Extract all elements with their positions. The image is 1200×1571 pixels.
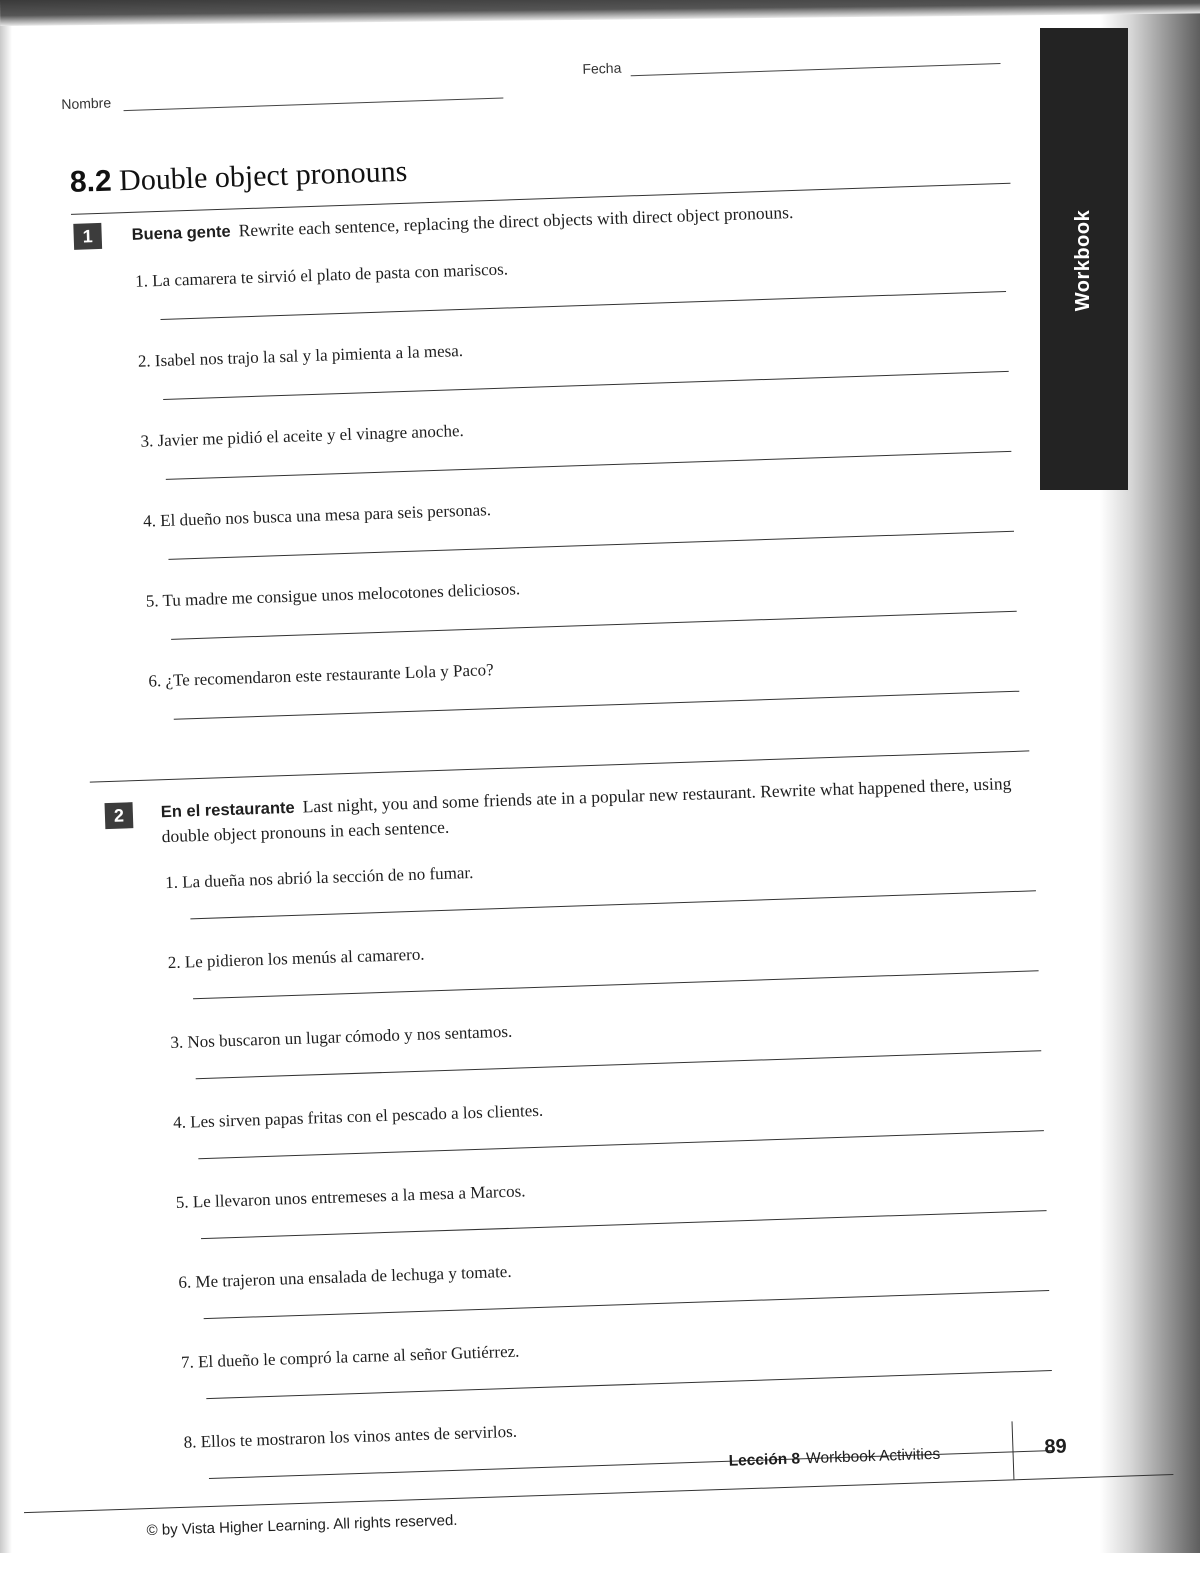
activity-1-item-1: 1. La camarera te sirvió el plato de pasta con mariscos.	[134, 259, 509, 291]
nombre-label: Nombre	[61, 94, 112, 113]
fecha-line[interactable]	[631, 63, 1001, 76]
activity-2-instructions	[160, 770, 1041, 848]
activity-2-badge: 2	[105, 802, 134, 829]
activity-1-badge: 1	[73, 223, 102, 250]
activity-2-instructions-text: Last night, you and some friends ate in a popular new restaurant. Rewrite what happened there, using double object pronouns in each sentence.	[161, 773, 1012, 847]
fecha-label: Fecha	[582, 59, 622, 77]
activity-2-item-5: 5. Le llevaron unos entremeses a la mesa a Marcos.	[175, 1181, 526, 1212]
activity-2-answer-line-7[interactable]	[206, 1370, 1052, 1399]
nombre-line[interactable]	[124, 98, 504, 112]
activity-2-answer-line-6[interactable]	[204, 1290, 1050, 1319]
lesson-section: Workbook Activities	[805, 1445, 941, 1468]
activity-2-answer-line-3[interactable]	[196, 1050, 1042, 1079]
activity-1-answer-line-6[interactable]	[174, 691, 1020, 720]
activity-2-item-3: 3. Nos buscaron un lugar cómodo y nos sentamos.	[170, 1021, 513, 1053]
activity-1-answer-line-2[interactable]	[163, 371, 1009, 400]
footer-rule	[24, 1474, 1173, 1513]
activity-2-item-7: 7. El dueño le compró la carne al señor Gutiérrez.	[180, 1341, 520, 1372]
workbook-side-tab-label: Workbook	[1072, 209, 1095, 311]
copyright-notice: © by Vista Higher Learning. All rights reserved.	[146, 1511, 458, 1540]
activity-2-item-4: 4. Les sirven papas fritas con el pescado a los clientes.	[172, 1100, 544, 1133]
activity-2-answer-line-5[interactable]	[201, 1210, 1047, 1239]
page-title	[69, 155, 407, 200]
section-number: 8.2	[69, 164, 113, 199]
activity-1-item-5: 5. Tu madre me consigue unos melocotones deliciosos.	[145, 579, 521, 611]
page-number: 89	[1044, 1435, 1067, 1459]
activity-2-answer-line-2[interactable]	[193, 970, 1039, 999]
activity-2-answer-line-1[interactable]	[190, 890, 1036, 919]
activity-2-answer-line-4[interactable]	[198, 1130, 1044, 1159]
activity-1-answer-line-4[interactable]	[168, 531, 1014, 560]
lesson-label	[728, 1446, 940, 1471]
lesson-number: Lección 8	[728, 1450, 801, 1470]
activity-1-item-4: 4. El dueño nos busca una mesa para seis personas.	[142, 500, 492, 531]
activity-2-item-1: 1. La dueña nos abrió la sección de no fumar.	[164, 862, 474, 893]
section-title: Double object pronouns	[118, 154, 408, 198]
activity-1-answer-line-5[interactable]	[171, 611, 1017, 640]
activity-1-item-2: 2. Isabel nos trajo la sal y la pimienta a la mesa.	[137, 340, 464, 371]
activity-1-instructions	[131, 193, 1001, 247]
activity-2-item-8: 8. Ellos te mostraron los vinos antes de servirlos.	[183, 1421, 518, 1452]
activity-1-answer-line-3[interactable]	[166, 451, 1012, 480]
activity-1-answer-line-1[interactable]	[160, 291, 1006, 320]
activity-1-item-3: 3. Javier me pidió el aceite y el vinagre anoche.	[140, 421, 465, 451]
activity-1-instructions-text: Rewrite each sentence, replacing the direct objects with direct object pronouns.	[238, 201, 794, 241]
activity-1-item-6: 6. ¿Te recomendaron este restaurante Lola y Paco?	[148, 660, 494, 691]
activity-1-heading: Buena gente	[131, 222, 231, 244]
activity-2-item-2: 2. Le pidieron los menús al camarero.	[167, 944, 425, 973]
activity-2-heading: En el restaurante	[160, 798, 295, 822]
activity-2-item-6: 6. Me trajeron una ensalada de lechuga y tomate.	[178, 1261, 512, 1292]
